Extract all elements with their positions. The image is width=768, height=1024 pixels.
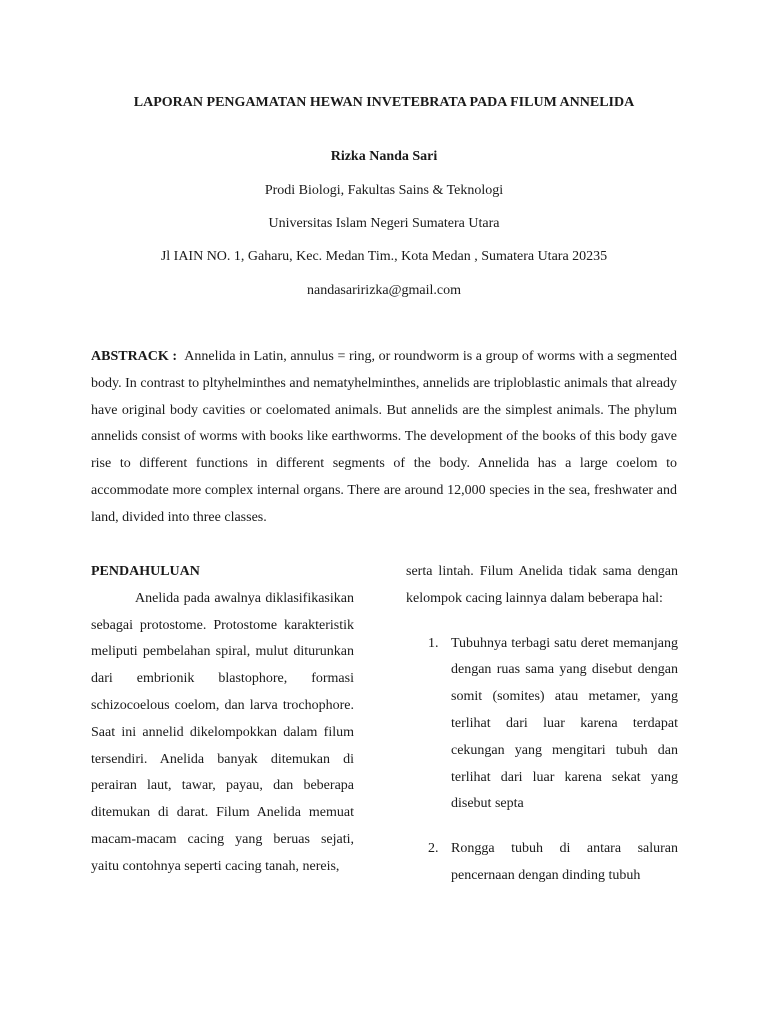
abstract-text: Annelida in Latin, annulus = ring, or roundworm is a group of worms with a segmented body. In contrast to pltyhelminthes and nematyhelminthes, annelids are triploblastic animals that already have original body cavities or coelomated animals. But annelids are the simplest animals. The phylum annelids consist of worms with books like earthworms. The development of the books of this body gave rise to different functions in different segments of the body. Annelida has a large coelom to accommodate more complex internal organs. There are around 12,000 species in the sea, freshwater and land, divided into three classes. — [91, 349, 677, 525]
right-column — [406, 559, 678, 890]
author-email: nandasaririzka@gmail.com — [307, 283, 461, 298]
affiliation-address: Jl IAIN NO. 1, Gaharu, Kec. Medan Tim., Kota Medan , Sumatera Utara 20235 — [160, 249, 608, 264]
intro-continuation: serta lintah. Filum Anelida tidak sama dengan kelompok cacing lainnya dalam beberapa hal: — [406, 564, 678, 606]
list-item-text: Rongga tubuh di antara saluran pencernaan dengan dinding tubuh — [451, 841, 678, 883]
abstract-block — [91, 344, 677, 532]
paper-title: LAPORAN PENGAMATAN HEWAN INVETEBRATA PADA FILUM ANNELIDA — [133, 95, 635, 110]
affiliation-university: Universitas Islam Negeri Sumatera Utara — [268, 216, 500, 231]
characteristics-list — [406, 631, 678, 890]
list-item — [406, 836, 678, 890]
section-heading-pendahuluan: PENDAHULUAN — [91, 564, 200, 579]
left-column — [91, 559, 354, 881]
affiliation-department: Prodi Biologi, Fakultas Sains & Teknologi — [264, 183, 504, 198]
list-item — [406, 631, 678, 819]
intro-paragraph: Anelida pada awalnya diklasifikasikan sebagai protostome. Protostome karakteristik meliputi pembelahan spiral, mulut diturunkan dari embrionik blastophore, formasi schizocoelous coelom, dan larva trochophore. Saat ini annelid dikelompokkan dalam filum tersendiri. Anelida banyak ditemukan di perairan laut, tawar, payau, dan beberapa ditemukan di darat. Filum Anelida memuat macam-macam cacing yang beruas sejati, yaitu contohnya seperti cacing tanah, nereis, — [91, 590, 354, 874]
list-item-text: Tubuhnya terbagi satu deret memanjang dengan ruas sama yang disebut dengan somit (somites) atau metamer, yang terlihat dari luar karena terdapat cekungan yang mengitari tubuh dan terlihat dari luar karena sekat yang disebut septa — [451, 635, 678, 812]
author-name: Rizka Nanda Sari — [330, 149, 438, 164]
list-item-number: 1. — [428, 635, 439, 651]
list-item-number: 2. — [428, 841, 439, 857]
abstract-label: ABSTRACK : — [91, 349, 178, 364]
